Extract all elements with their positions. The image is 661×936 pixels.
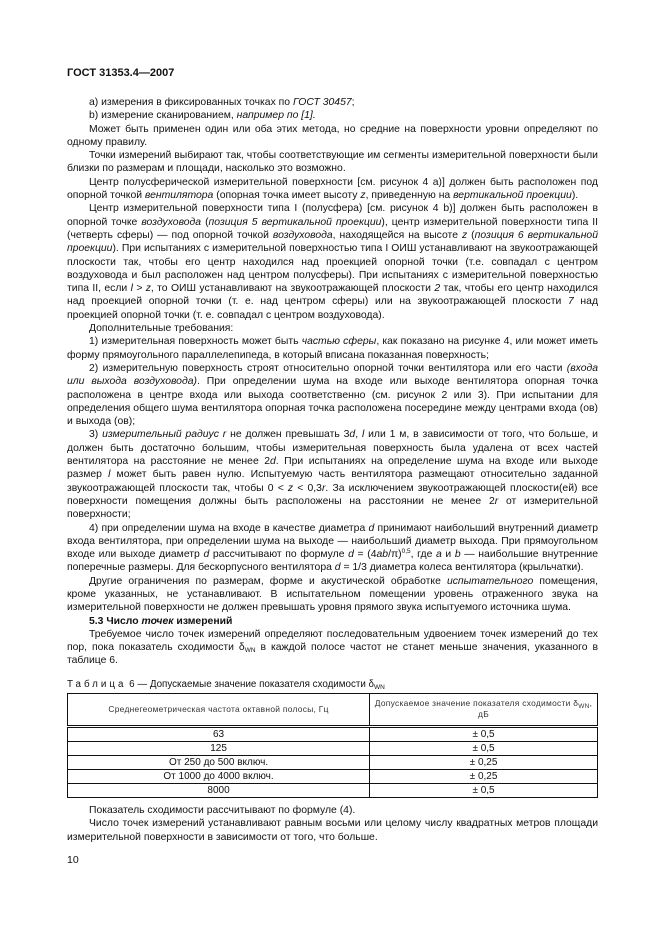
text: 3): [89, 429, 103, 441]
text: Центр полусферической измерительной поверхности [см. рисунок 4 а)] должен быть расположен под опорной точкой: [67, 176, 598, 202]
italic-text: воздуховода: [141, 216, 202, 228]
text: Дополнительные требования:: [89, 323, 234, 335]
text: ,: [355, 429, 362, 441]
text: , как показано на рисунке 4, или может иметь форму прямоугольного параллелепипеда, в который вписана показанная поверхность;: [67, 336, 598, 361]
paragraph: [67, 335, 598, 362]
section-italic: точек: [141, 615, 174, 627]
paragraph: [67, 322, 598, 335]
cell-tolerance: ± 0,25: [370, 770, 598, 784]
cell-frequency: 8000: [68, 784, 370, 798]
paragraph: [67, 428, 598, 521]
text: , приведенную на: [365, 190, 454, 202]
cell-frequency: От 250 до 500 включ.: [68, 756, 370, 770]
italic-text: a: [435, 549, 442, 561]
caption-text: 6 — Допускаемые значение показателя сходимости δ: [126, 678, 374, 690]
text: Требуемое число точек измерений определяют последовательным удвоением точек измерений до тех пор, пока показатель сходимости δ: [67, 628, 598, 654]
italic-text: измерительный радиус r: [102, 429, 227, 441]
paragraph: [67, 123, 598, 150]
italic-text: l > z: [130, 283, 151, 295]
column-header-frequency: Среднегеометрическая частота октавной полосы, Гц: [68, 694, 370, 727]
paragraph: [67, 202, 598, 322]
text: Может быть применен один или оба этих метода, но средние на поверхности уровни определяют по одному правилу.: [67, 123, 598, 148]
text: (опорная точка имеет высоту: [213, 190, 361, 202]
table-row: [68, 770, 598, 784]
text: . За исключением звукоотражающей плоскости(ей) все поверхности помещения должны быть расположены на расстоянии не менее 2: [67, 482, 598, 507]
table-caption: [67, 678, 598, 691]
text: (: [467, 229, 475, 241]
text: Точки измерений выбирают так, чтобы соответствующие им сегменты измерительной поверхности были близки по размерам и площади, насколько это возможно.: [67, 150, 598, 175]
italic-text: d: [334, 562, 341, 574]
document-header: ГОСТ 31353.4—2007: [67, 67, 175, 79]
subscript: WN: [374, 683, 385, 691]
cell-frequency: 63: [68, 727, 370, 742]
superscript: 0,5: [401, 548, 411, 556]
paragraph: [67, 109, 598, 122]
paragraph: [67, 522, 598, 575]
paragraph: [67, 149, 598, 176]
text: — наибольшие внутренние поперечные размеры. Для бескорпусного вентилятора: [67, 549, 598, 574]
text: ).: [571, 190, 579, 202]
paragraph: [67, 176, 598, 203]
text: 2) измерительную поверхность строят относительно опорной точки вентилятора или его части: [89, 362, 567, 374]
header-text: Допускаемое значение показателя сходимости δ: [374, 698, 579, 709]
section-rest: измерений: [173, 615, 233, 627]
italic-text: вертикальной проекции: [453, 190, 572, 202]
italic-text: z: [461, 229, 468, 241]
text: помещения, кроме указанных, не устанавливают. В испытательном помещении уровень отраженного звука на измерительной поверхности не должен превышать уровня прямого звука испытуемого источника шума.: [67, 575, 599, 614]
section-number: 5.3 Число: [89, 615, 142, 627]
text: a) измерения в фиксированных точках по: [89, 97, 293, 108]
document-body: [67, 96, 598, 867]
table-row: [68, 784, 598, 798]
text: = 1/3 диаметра колеса вентилятора (крыльчатки).: [340, 562, 584, 574]
italic-text: воздуховода: [272, 229, 333, 241]
text: ;: [351, 97, 355, 108]
italic-text: частью сферы: [301, 336, 377, 348]
text: , где: [410, 549, 436, 561]
paragraph: [67, 96, 598, 109]
italic-text: ГОСТ 30457: [292, 97, 352, 108]
italic-text: l: [108, 469, 111, 481]
text: Центр измерительной поверхности типа I (полусфера) [см. рисунок 4 b)] должен быть расположен в опорной точке: [67, 203, 598, 228]
italic-text: z: [360, 190, 366, 202]
paragraph: Показатель сходимости рассчитывают по формуле (4).: [89, 805, 356, 817]
italic-text: позиция 6 вертикальной проекции: [67, 229, 598, 255]
cell-tolerance: ± 0,5: [370, 727, 598, 742]
column-header-tolerance: [370, 694, 598, 727]
text: , то ОИШ устанавливают на звукоотражающей плоскости: [150, 283, 435, 295]
italic-text: z: [287, 482, 294, 494]
italic-text: ab: [376, 549, 389, 561]
text: . При испытаниях на определение шума на входе или выходе размер: [67, 456, 599, 481]
subscript: WN: [578, 703, 590, 711]
table-6: [67, 693, 598, 798]
text: (: [201, 216, 209, 228]
text: Другие ограничения по размерам, форме и акустической обработке: [89, 575, 447, 587]
italic-text: d: [203, 549, 210, 561]
text: = (4: [353, 549, 377, 561]
italic-text: испытательного: [446, 575, 534, 587]
text: 1) измерительная поверхность может быть: [89, 336, 302, 348]
text: /π): [388, 549, 402, 561]
text: < 0,3: [293, 482, 322, 494]
italic-text: r: [321, 482, 326, 494]
italic-text: d: [368, 522, 375, 534]
header-text: , дБ: [478, 698, 593, 720]
italic-text: 2: [434, 283, 441, 295]
table-row: [68, 756, 598, 770]
text: в каждой полосе частот не станет меньше значения, указанного в таблице 6.: [67, 642, 598, 667]
italic-text: например по [1].: [236, 110, 316, 122]
text: над проекцией опорной точки (т. е. совпадал с центром воздуховода).: [67, 296, 599, 321]
subscript: WN: [244, 647, 256, 655]
cell-frequency: 125: [68, 742, 370, 756]
italic-text: (входа или выхода воздуховода): [67, 362, 598, 388]
italic-text: вентилятора: [144, 190, 214, 202]
section-paragraph: [67, 628, 598, 668]
text: 4) при определении шума на входе в качестве диаметра: [89, 522, 369, 534]
page-number: 10: [67, 853, 79, 866]
paragraph: Число точек измерений устанавливают равным восьми или целому числу квадратных метров площади измерительной поверхности в зависимости от того, что больше.: [67, 818, 598, 843]
cell-tolerance: ± 0,5: [370, 784, 598, 798]
text: или 1 м, в зависимости от того, что больше, и должен быть достаточно большим, чтобы измерительная поверхность была удалена от всех частей вентилятора на расстояние не менее 2: [67, 429, 598, 468]
text: b) измерение сканированием,: [89, 110, 237, 122]
italic-text: d: [270, 456, 276, 468]
paragraph: [67, 575, 598, 615]
text: не должен превышать 3: [226, 429, 350, 441]
italic-text: d: [348, 549, 354, 561]
italic-text: 7: [567, 296, 574, 308]
text: так, чтобы его центр находился над проекцией опорной точки (т. е. над центром сферы) или на звукоотражающей плоскости: [67, 283, 598, 308]
text: от измерительной поверхности;: [67, 495, 599, 521]
text: ), центр измерительной поверхности типа II (четверть сферы) — под опорной точкой: [67, 216, 599, 241]
italic-text: b: [454, 549, 461, 561]
paragraphs: [67, 96, 598, 615]
cell-tolerance: ± 0,5: [370, 742, 598, 756]
text: может быть равен нулю. Испытуемую часть вентилятора размещают относительно заданной звукоотражающей плоскости так, чтобы 0 <: [67, 469, 599, 494]
table-row: [68, 742, 598, 756]
text: принимают наибольший внутренний диаметр входа вентилятора, при определении шума на выходе — наибольший диаметр выхода. При прямоугольном входе или выходе диаметр: [67, 522, 599, 561]
table-label: Таблица: [67, 678, 127, 690]
cell-tolerance: ± 0,25: [370, 756, 598, 770]
italic-text: d: [349, 429, 356, 441]
text: рассчитывают по формуле: [209, 549, 349, 561]
text: , находящейся на высоте: [332, 229, 462, 241]
italic-text: l: [361, 429, 365, 441]
table-row: [68, 727, 598, 742]
text: ). При испытаниях с измерительной поверхностью типа I ОИШ устанавливают на звукоотражающей плоскости так, чтобы его центр находился над проекцией опорной точки (т.е. совпадал с центром воздуховода и был расположен над центром полусферы). При испытаниях с измерительной поверхностью типа II, если: [67, 243, 598, 295]
section-heading: [67, 615, 598, 628]
italic-text: r: [494, 495, 499, 507]
cell-frequency: От 1000 до 4000 включ.: [68, 770, 370, 784]
text: и: [441, 549, 455, 561]
paragraph: [67, 362, 598, 428]
text: . При определении шума на входе или выходе вентилятора опорная точка расположена в центре входа или выхода соответственно (см. рисунок 2 или 3). При испытании для определения общего шума вентилятора опорная точка расположена посередине между центрами входа (ов) и выхода (ов);: [67, 376, 598, 428]
italic-text: позиция 5 вертикальной проекции: [208, 216, 382, 228]
